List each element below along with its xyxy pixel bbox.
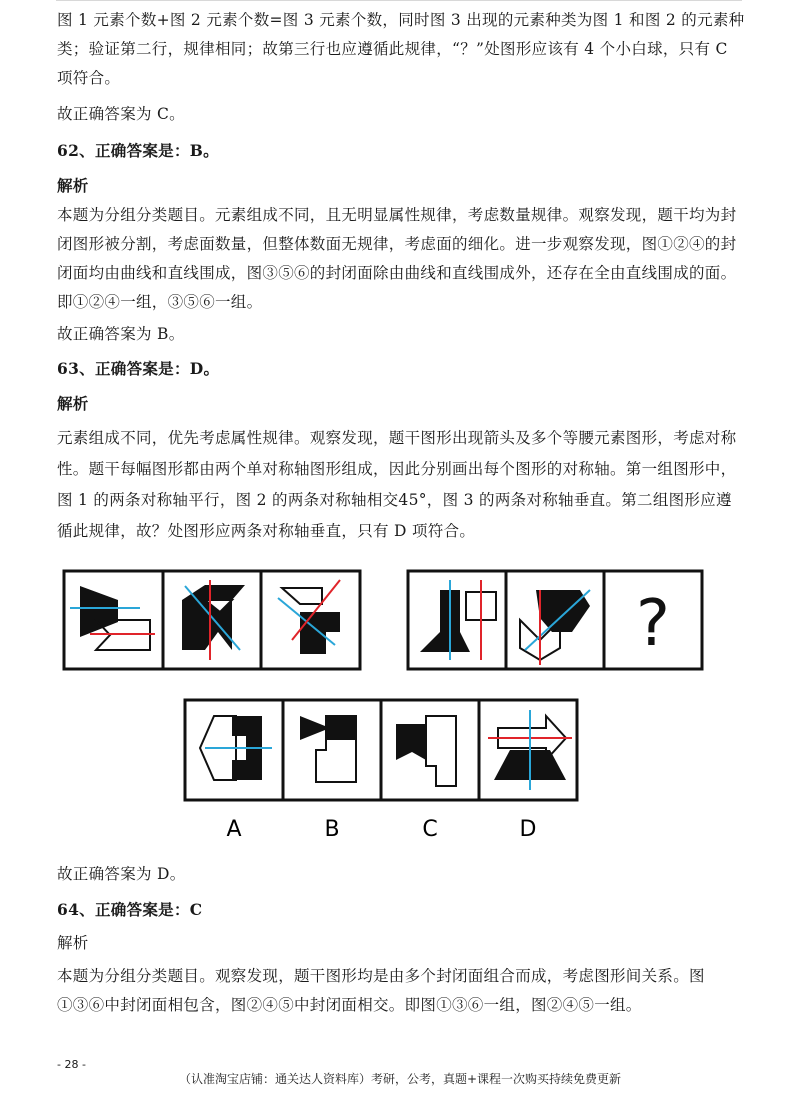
q62-title: 62、正确答案是：B。 — [57, 141, 219, 160]
paragraph-q61-answer: 故正确答案为 C。 — [57, 105, 185, 123]
footer-note: （认准淘宝店铺：通关达人资料库）考研，公考，真题+课程一次购买持续免费更新 — [178, 1072, 622, 1086]
group-1-figure-2 — [182, 580, 245, 660]
q63-body: 元素组成不同，优先考虑属性规律。观察发现，题干图形出现箭头及多个等腰元素图形，考虑对称性。题干每幅图形都由两个单对称轴图形组成，因此分别画出每个图形的对称轴。第一组图形中，图 1 的两条对称轴平行，图 2 的两条对称轴相交45°，图 3 的两条对称轴垂直。第二组图形应遵循此规律，故？处图形应两条对称轴垂直，只有 D 项符合。 — [57, 429, 737, 540]
option-c-figure — [396, 716, 456, 786]
q62-body: 本题为分组分类题目。元素组成不同，且无明显属性规律，考虑数量规律。观察发现，题干均为封闭图形被分割，考虑面数量，但整体数面无规律，考虑面的细化。进一步观察发现，图①②④的封闭面均由曲线和直线围成，图③⑤⑥的封闭面除由曲线和直线围成外，还存在全由直线围成的面。即①②④一组，③⑤⑥一组。 — [57, 206, 737, 311]
q64-title: 64、正确答案是：C — [57, 900, 203, 919]
group-2-figure-1 — [420, 580, 496, 660]
paragraph-q61-explanation: 图 1 元素个数+图 2 元素个数=图 3 元素个数，同时图 3 出现的元素种类为图 1 和图 2 的元素种类；验证第二行，规律相同；故第三行也应遵循此规律，“？”处图形应该有 4 个小白球，只有 C 项符合。 — [57, 11, 745, 87]
question-mark: ? — [636, 587, 670, 661]
q64-analysis-heading: 解析 — [57, 934, 89, 952]
option-b-figure — [300, 716, 356, 782]
option-label-c: C — [422, 817, 438, 842]
group-2-figure-2 — [520, 590, 590, 665]
option-label-a: A — [226, 817, 242, 842]
option-label-b: B — [324, 817, 340, 842]
group-1-figure-1 — [70, 586, 155, 650]
option-d-figure — [488, 710, 572, 790]
option-label-d: D — [519, 817, 537, 842]
q64-body: 本题为分组分类题目。观察发现，题干图形均是由多个封闭面组合而成，考虑图形间关系。图①③⑥中封闭面相包含，图②④⑤中封闭面相交。即图①③⑥一组，图②④⑤一组。 — [57, 967, 705, 1014]
q63-analysis-heading: 解析 — [57, 394, 89, 413]
q62-answer: 故正确答案为 B。 — [57, 325, 185, 343]
q62-analysis-heading: 解析 — [57, 176, 89, 195]
q63-answer: 故正确答案为 D。 — [57, 865, 186, 883]
q63-title: 63、正确答案是：D。 — [57, 359, 220, 378]
option-a-figure — [200, 716, 272, 780]
group-1-figure-3 — [278, 580, 340, 654]
page-number: - 28 - — [57, 1058, 86, 1071]
